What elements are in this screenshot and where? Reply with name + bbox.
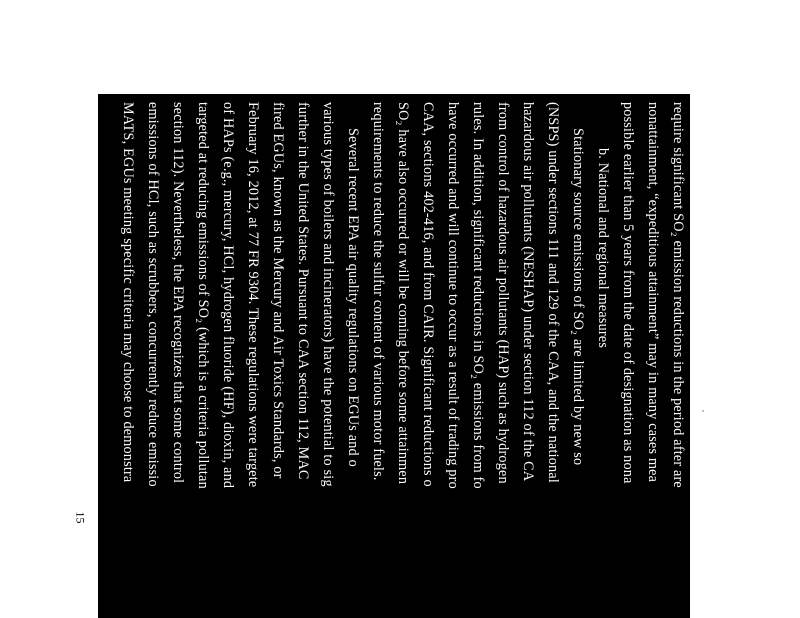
text-line: section 112). Nevertheless, the EPA recognizes that some control: [170, 102, 186, 484]
text-line: February 16, 2012, at 77 FR 9304. These regulations were targete: [245, 102, 261, 488]
rotated-text-block: [98, 94, 690, 618]
text-line: fired EGUs, known as the Mercury and Air Toxics Standards, or: [270, 102, 286, 479]
text-line: further in the United States. Pursuant to CAA section 112, MAC: [295, 102, 311, 480]
text-line: hazardous air pollutants (NESHAP) under section 112 of the CA: [520, 102, 536, 482]
text-line: rules. In addition, significant reductions in SO₂ emissions from fo: [470, 102, 486, 489]
text-line: various types of boilers and incinerators) have the potential to sig: [320, 102, 336, 487]
text-line: CAA, sections 402-416, and from CAIR. Significant reductions o: [420, 102, 436, 487]
text-line: require significant SO₂ emission reductions in the period after are: [670, 102, 686, 488]
rotated-text-content: [98, 94, 690, 618]
page-number: 15: [73, 511, 88, 524]
text-line: from control of hazardous air pollutants (HAP) such as hydrogen: [495, 102, 511, 484]
text-line: nonattainment, “expeditious attainment” may in many cases mea: [645, 102, 661, 483]
text-line: Stationary source emissions of SO₂ are limited by new so: [570, 128, 586, 466]
text-line: possible earlier than 5 years from the date of designation as nona: [620, 102, 636, 484]
text-line: requirements to reduce the sulfur content of various motor fuels.: [370, 102, 386, 481]
text-line: MATS, EGUs meeting specific criteria may choose to demonstra: [120, 102, 136, 483]
text-line: (NSPS) under sections 111 and 129 of the CAA, and the national: [545, 102, 561, 483]
text-line: Several recent EPA air quality regulations on EGUs and o: [345, 128, 361, 467]
scan-speck: [702, 410, 704, 412]
text-line: have occurred and will continue to occur as a result of trading pro: [445, 102, 461, 489]
text-line: targeted at reducing emissions of SO₂ (which is a criteria pollutan: [195, 102, 211, 489]
text-line: SO₂ have also occurred or will be coming before some attainmen: [395, 102, 411, 485]
text-line: emissions of HCl, such as scrubbers, concurrently reduce emissio: [145, 102, 161, 487]
section-heading: b. National and regional measures: [595, 148, 611, 349]
text-line: of HAPs (e.g., mercury, HCl, hydrogen fluoride (HF), dioxin, and: [220, 102, 236, 489]
